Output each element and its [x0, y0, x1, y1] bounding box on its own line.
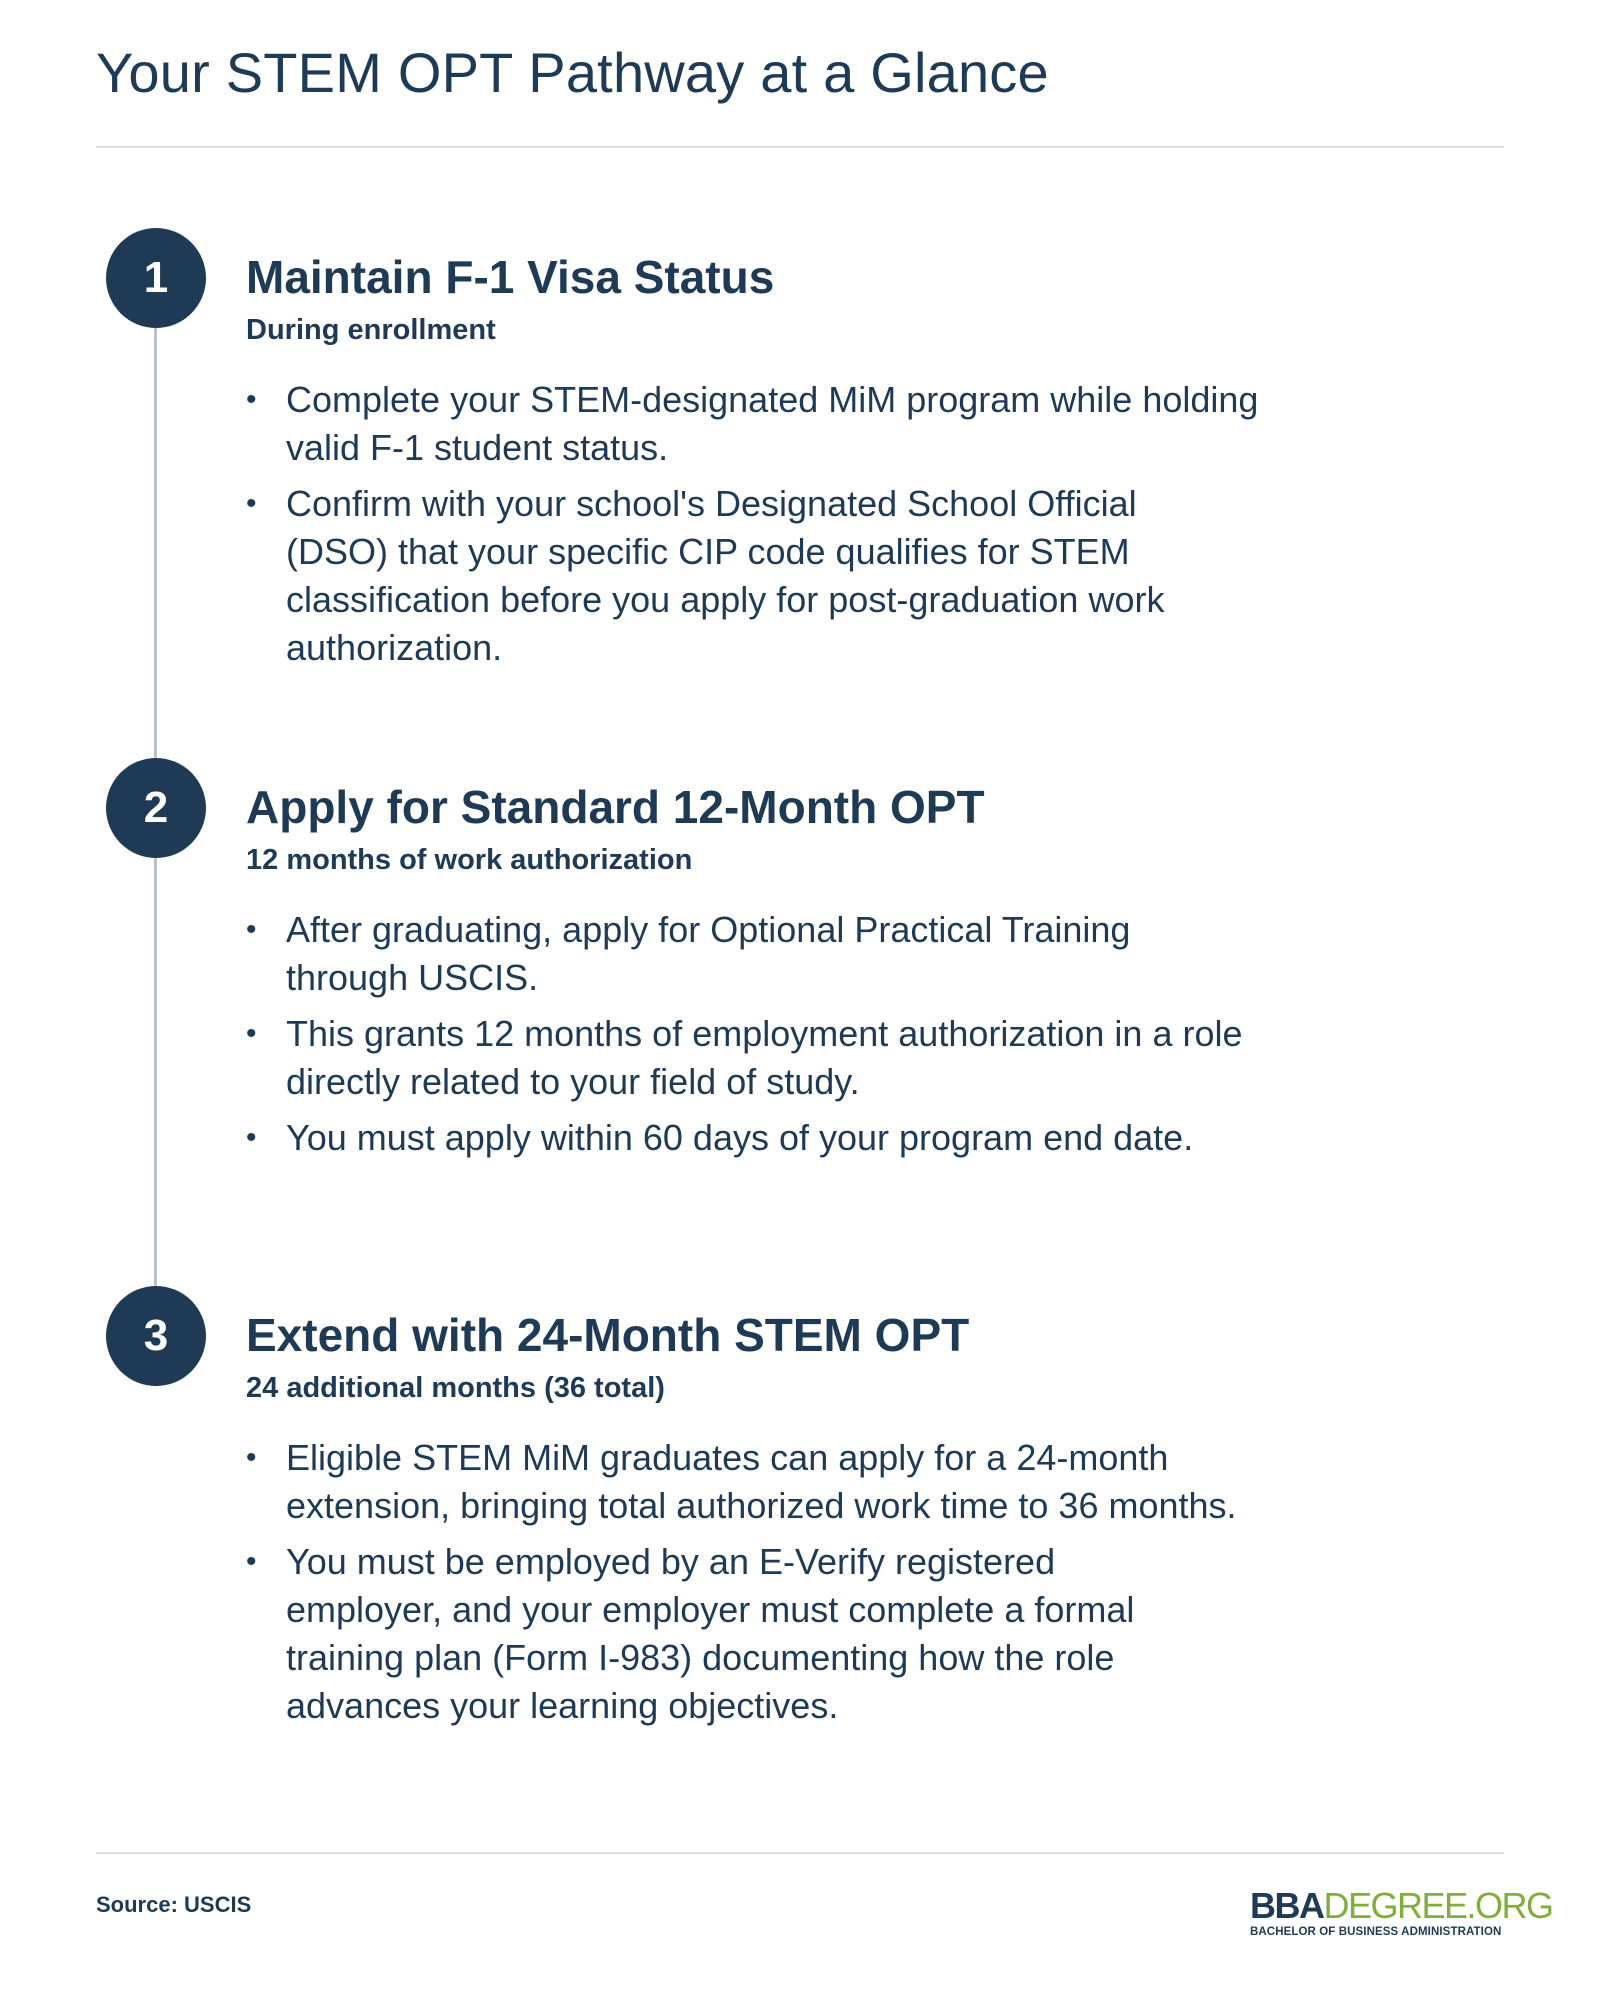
- step-title: Extend with 24-Month STEM OPT: [246, 1309, 970, 1361]
- bbadegree-logo: [1250, 1885, 1553, 1940]
- page-title: Your STEM OPT Pathway at a Glance: [96, 41, 1049, 104]
- step-title: Maintain F-1 Visa Status: [246, 251, 775, 303]
- step-subtitle: During enrollment: [246, 314, 496, 346]
- bullet-item: • Eligible STEM MiM graduates can apply for a 24-month extension, bringing total authorized work time to 36 months.: [246, 1434, 1246, 1530]
- bullet-item: • This grants 12 months of employment authorization in a role directly related to your field of study.: [246, 1010, 1246, 1106]
- footer-divider: [96, 1852, 1504, 1854]
- logo-tagline: BACHELOR OF BUSINESS ADMINISTRATION: [1250, 1926, 1502, 1938]
- logo-domain-text: DEGREE.ORG: [1323, 1885, 1553, 1926]
- source-note: Source: USCIS: [96, 1892, 252, 1917]
- step-bullet-list: [246, 1434, 1346, 1738]
- step-subtitle: 12 months of work authorization: [246, 844, 693, 876]
- bullet-item: • Confirm with your school's Designated School Official (DSO) that your specific CIP code qualifies for STEM classification before you apply for post-graduation work authorization.: [246, 480, 1206, 672]
- bullet-item: • Complete your STEM-designated MiM program while holding valid F-1 student status.: [246, 376, 1326, 472]
- bullet-item: • After graduating, apply for Optional Practical Training through USCIS.: [246, 906, 1206, 1002]
- step-number-badge: 1: [106, 228, 206, 328]
- step-bullet-list: [246, 906, 1346, 1170]
- header-divider: [96, 146, 1504, 148]
- logo-wordmark: [1250, 1885, 1553, 1926]
- step-number-badge: 3: [106, 1286, 206, 1386]
- step-title: Apply for Standard 12-Month OPT: [246, 781, 985, 833]
- step-subtitle: 24 additional months (36 total): [246, 1372, 665, 1404]
- step-number-badge: 2: [106, 758, 206, 858]
- bullet-item: • You must be employed by an E-Verify registered employer, and your employer must complete a formal training plan (Form I-983) documenting how the role advances your learning objectives.: [246, 1538, 1206, 1730]
- logo-bba-text: BBA: [1250, 1885, 1324, 1926]
- bullet-item: • You must apply within 60 days of your program end date.: [246, 1114, 1346, 1162]
- step-bullet-list: [246, 376, 1326, 680]
